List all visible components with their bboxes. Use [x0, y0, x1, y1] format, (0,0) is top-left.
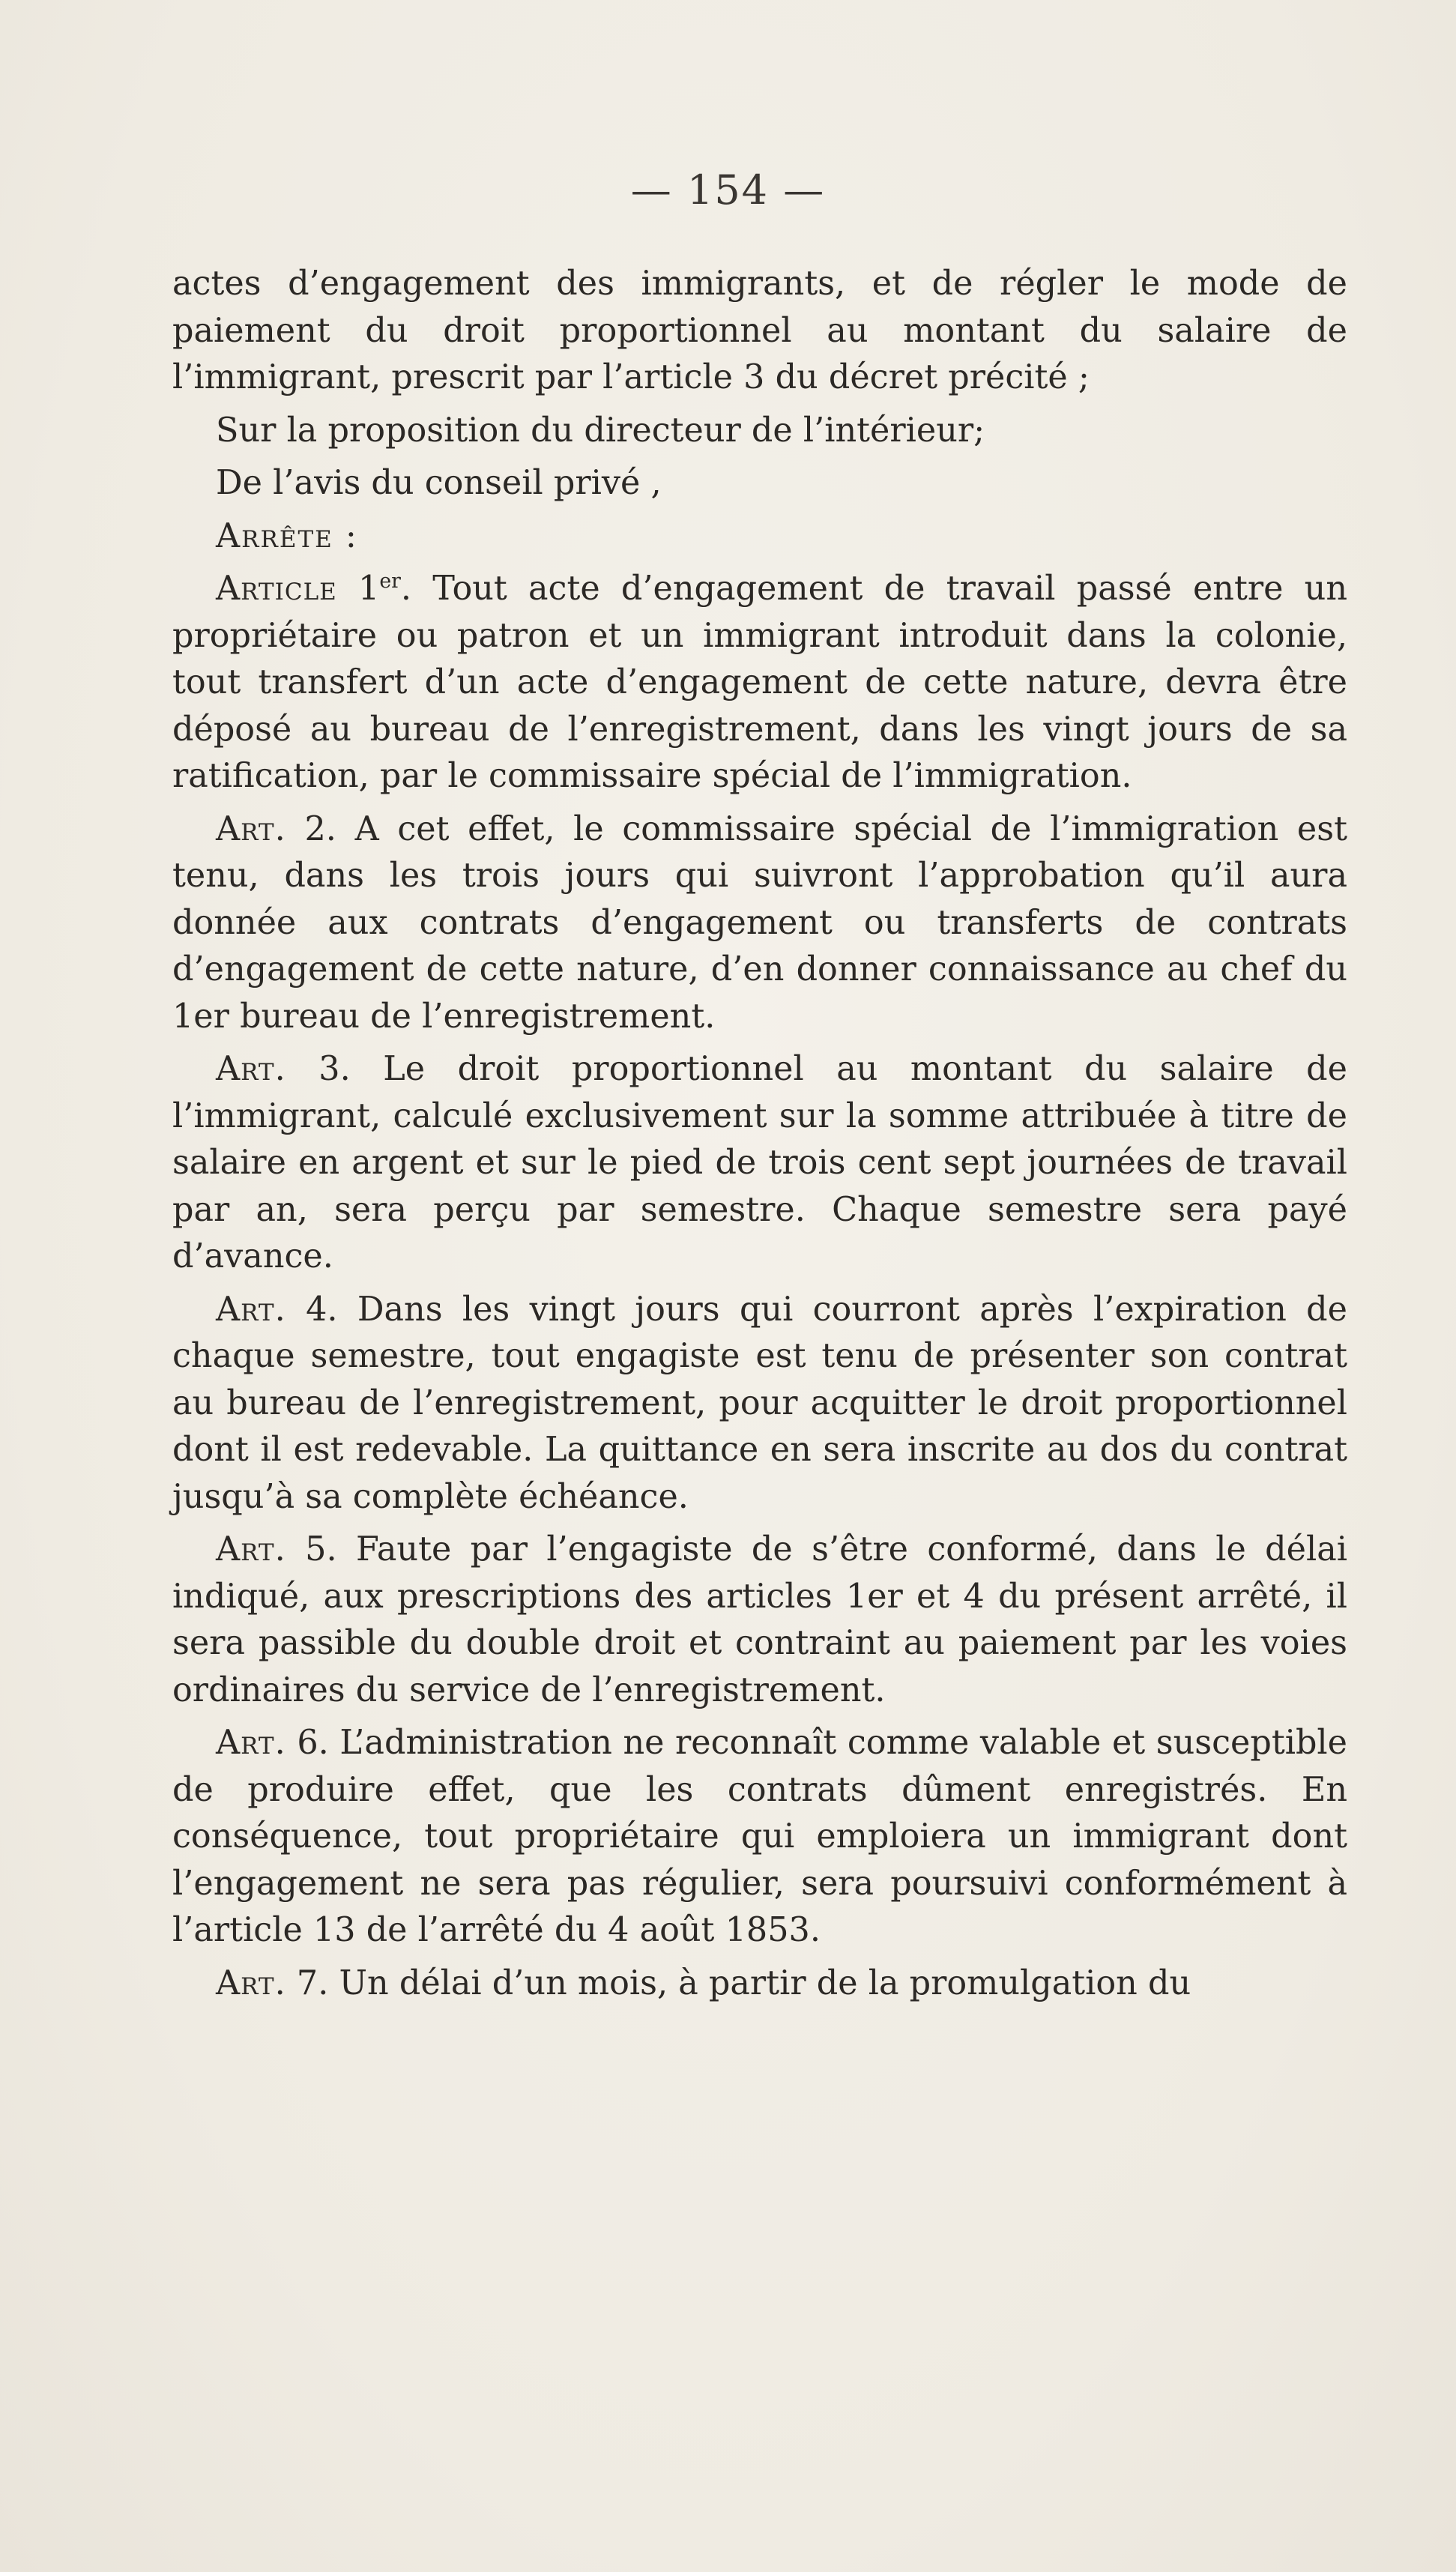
article-label: Art.: [216, 1530, 286, 1569]
article-1: Article 1er. Tout acte d’engagement de travail passé entre un propriétaire ou patron et un immigrant introduit dans la colonie, tout transfert d’un acte d’engagement de cette nature, devra être déposé au bureau de l’enregistrement, dans les vingt jours de sa ratification, par le commissaire spécial de l’immigration.: [172, 570, 1347, 795]
article-number: 3: [318, 1050, 340, 1088]
article-number: 2: [304, 809, 326, 848]
article-label: Article: [216, 570, 337, 608]
article-3: Art. 3. Le droit proportionnel au montant du salaire de l’immigrant, calculé exclusivement sur la somme attribuée à titre de salaire en argent et sur le pied de trois cent sept journées de travail par an, sera perçu par semestre. Chaque semestre sera payé d’avance.: [172, 1050, 1347, 1276]
article-number: 1er: [358, 570, 401, 608]
article-label: Art.: [216, 809, 286, 848]
page-number: — 154 —: [630, 166, 826, 214]
paragraph-proposition: Sur la proposition du directeur de l’intérieur;: [216, 411, 985, 450]
paragraph-avis: De l’avis du conseil privé ,: [216, 464, 662, 502]
article-text: Un délai d’un mois, à partir de la promulgation du: [339, 1963, 1191, 2002]
paragraph-preamble: actes d’engagement des immigrants, et de régler le mode de paiement du droit proportionnel au montant du salaire de l’immigrant, prescrit par l’article 3 du décret précité ;: [172, 265, 1347, 396]
article-text: Faute par l’engagiste de s’être conformé, dans le délai indiqué, aux prescriptions des articles 1er et 4 du présent arrêté, il sera passible du double droit et contraint au paiement par les voies ordinaires du service de l’enregistrement.: [172, 1530, 1347, 1709]
article-7: Art. 7. Un délai d’un mois, à partir de la promulgation du: [216, 1963, 1191, 2002]
article-text: Le droit proportionnel au montant du salaire de l’immigrant, calculé exclusivement sur la somme attribuée à titre de salaire en argent et sur le pied de trois cent sept journées de travail par an, sera perçu par semestre. Chaque semestre sera payé d’avance.: [172, 1050, 1347, 1276]
article-6: Art. 6. L’administration ne reconnaît comme valable et susceptible de produire effet, que les contrats dûment enregistrés. En conséquence, tout propriétaire qui emploiera un immigrant dont l’engagement ne sera pas régulier, sera poursuivi conformément à l’article 13 de l’arrêté du 4 août 1853.: [172, 1724, 1348, 1949]
article-2: Art. 2. A cet effet, le commissaire spécial de l’immigration est tenu, dans les trois jours qui suivront l’approbation qu’il aura donnée aux contrats d’engagement ou transferts de contrats d’engagement de cette nature, d’en donner connaissance au chef du 1er bureau de l’enregistrement.: [172, 809, 1347, 1036]
article-text: A cet effet, le commissaire spécial de l’immigration est tenu, dans les trois jours qui suivront l’approbation qu’il aura donnée aux contrats d’engagement ou transferts de contrats d’engagement de cette nature, d’en donner connaissance au chef du 1er bureau de l’enregistrement.: [172, 809, 1347, 1036]
article-label: Art.: [216, 1963, 286, 2002]
article-number: 5: [305, 1530, 327, 1569]
article-5: Art. 5. Faute par l’engagiste de s’être conformé, dans le délai indiqué, aux prescriptions des articles 1er et 4 du présent arrêté, il sera passible du double droit et contraint au paiement par les voies ordinaires du service de l’enregistrement.: [172, 1530, 1347, 1709]
article-text: Tout acte d’engagement de travail passé entre un propriétaire ou patron et un immigrant introduit dans la colonie, tout transfert d’un acte d’engagement de cette nature, devra être déposé au bureau de l’enregistrement, dans les vingt jours de sa ratification, par le commissaire spécial de l’immigration.: [172, 570, 1347, 795]
article-text: Dans les vingt jours qui courront après l’expiration de chaque semestre, tout engagiste est tenu de présenter son contrat au bureau de l’enregistrement, pour acquitter le droit proportionnel dont il est redevable. La quittance en sera inscrite au dos du contrat jusqu’à sa complète échéance.: [172, 1290, 1347, 1516]
article-number: 7: [296, 1963, 318, 2002]
page-body: [172, 261, 1347, 2007]
article-4: Art. 4. Dans les vingt jours qui courront après l’expiration de chaque semestre, tout engagiste est tenu de présenter son contrat au bureau de l’enregistrement, pour acquitter le droit proportionnel dont il est redevable. La quittance en sera inscrite au dos du contrat jusqu’à sa complète échéance.: [172, 1290, 1347, 1516]
article-number: 6: [297, 1724, 318, 1762]
article-number: 4: [306, 1290, 327, 1329]
article-label: Art.: [216, 1724, 286, 1762]
article-text: L’administration ne reconnaît comme valable et susceptible de produire effet, que les contrats dûment enregistrés. En conséquence, tout propriétaire qui emploiera un immigrant dont l’engagement ne sera pas régulier, sera poursuivi conformément à l’article 13 de l’arrêté du 4 août 1853.: [172, 1724, 1348, 1949]
article-label: Art.: [216, 1050, 286, 1088]
article-label: Art.: [216, 1290, 286, 1329]
paragraph-arrete: Arrête :: [216, 516, 358, 555]
